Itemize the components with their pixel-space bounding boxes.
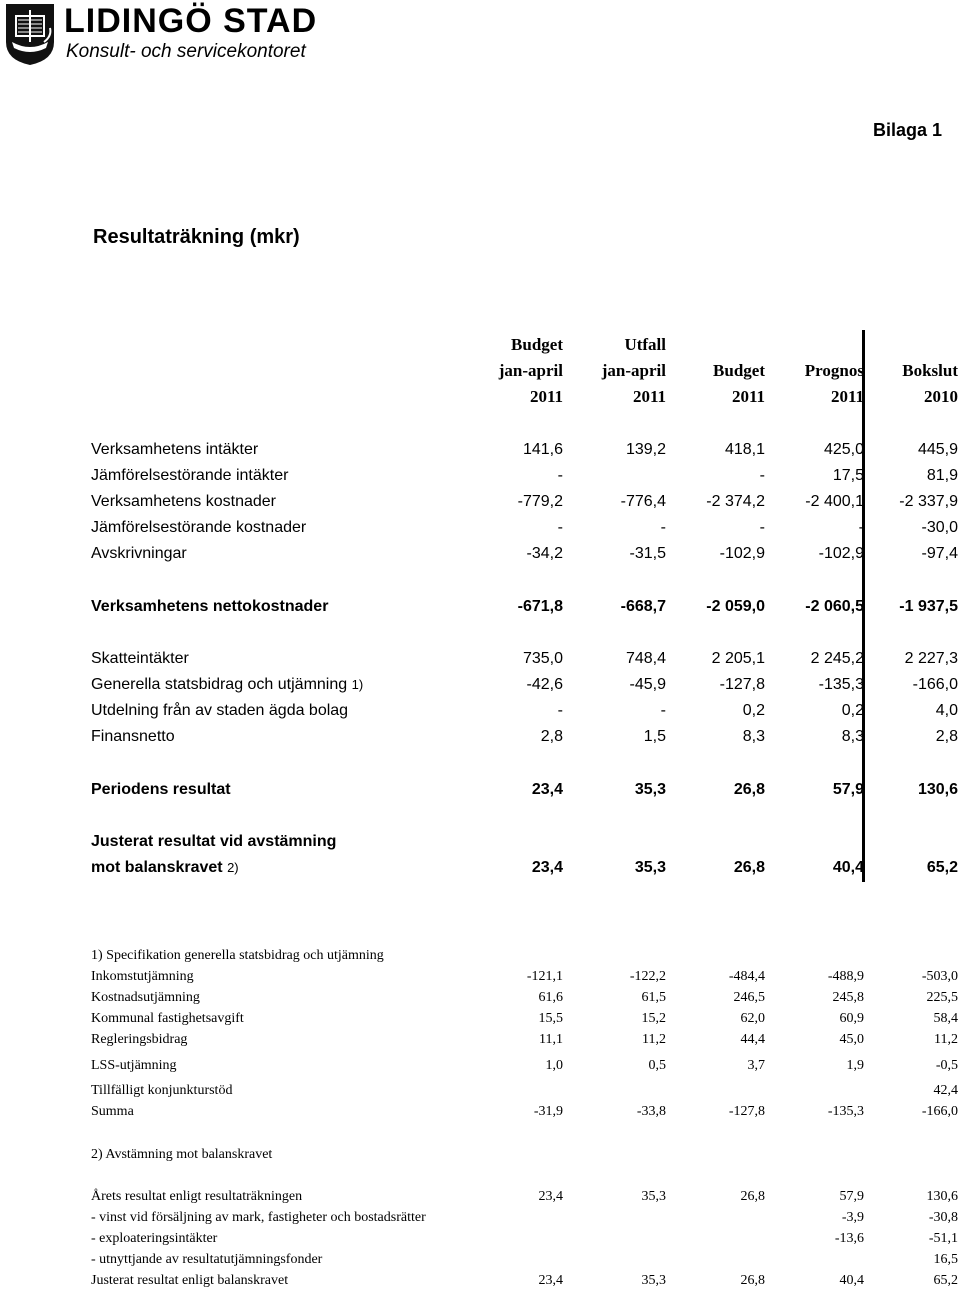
cell-value: -31,9: [533, 1104, 563, 1119]
cell-value: -102,9: [818, 545, 864, 562]
row-label: Utdelning från av staden ägda bolag: [91, 702, 349, 719]
cell-value: -13,6: [834, 1231, 864, 1246]
cell-value: 35,3: [634, 781, 666, 798]
cell-value: 26,8: [733, 859, 765, 876]
cell-value: -121,1: [526, 969, 563, 984]
note-row: [91, 1186, 960, 1207]
cell-value: 65,2: [926, 859, 958, 876]
footnote-ref: 2): [227, 860, 239, 875]
cell-value: 62,0: [740, 1011, 765, 1026]
cell-value: -671,8: [517, 598, 563, 615]
cell-value: 748,4: [625, 650, 666, 667]
cell-value: 23,4: [531, 859, 563, 876]
cell-value: 16,5: [933, 1252, 958, 1267]
row-label: Jämförelsestörande kostnader: [91, 519, 307, 536]
cell-value: -: [759, 467, 765, 484]
row-label: - utnyttjande av resultatutjämningsfonder: [91, 1252, 323, 1267]
table-row-adjusted-label: [91, 829, 960, 855]
cell-value: 11,2: [934, 1032, 958, 1047]
row-label: [91, 672, 363, 698]
cell-value: 45,0: [839, 1032, 864, 1047]
table-row: [91, 463, 960, 489]
row-label: [91, 855, 239, 881]
table-row: [91, 646, 960, 672]
table-row: [91, 541, 960, 567]
cell-value: 23,4: [531, 781, 563, 798]
row-label: Årets resultat enligt resultaträkningen: [91, 1189, 303, 1204]
cell-value: 26,8: [740, 1189, 765, 1204]
column-header: jan-april: [498, 361, 563, 380]
cell-value: 425,0: [823, 441, 864, 458]
cell-value: 8,3: [742, 728, 765, 745]
note-row: [91, 1207, 960, 1228]
cell-value: 2 245,2: [810, 650, 864, 667]
cell-value: -2 060,5: [805, 598, 864, 615]
cell-value: -127,8: [719, 676, 765, 693]
logo: [0, 0, 330, 72]
cell-value: 130,6: [917, 781, 958, 798]
cell-value: 445,9: [917, 441, 958, 458]
cell-value: 61,6: [538, 990, 563, 1005]
table-row: [91, 489, 960, 515]
row-label: Periodens resultat: [91, 781, 231, 798]
table-row: [91, 724, 960, 750]
cell-value: 1,9: [846, 1058, 864, 1073]
row-label: Finansnetto: [91, 728, 175, 745]
row-label: Jämförelsestörande intäkter: [91, 467, 289, 484]
cell-value: -: [858, 519, 864, 536]
row-label: Regleringsbidrag: [91, 1032, 188, 1047]
cell-value: -2 374,2: [706, 493, 765, 510]
cell-value: -: [759, 519, 765, 536]
cell-value: 11,1: [539, 1032, 563, 1047]
column-header: 2011: [830, 387, 864, 406]
row-label: Justerat resultat enligt balanskravet: [91, 1273, 289, 1288]
cell-value: -122,2: [629, 969, 666, 984]
cell-value: -1 937,5: [899, 598, 958, 615]
column-header: Budget: [713, 361, 765, 380]
cell-value: -102,9: [719, 545, 765, 562]
row-label-text: Generella statsbidrag och utjämning: [91, 676, 348, 693]
cell-value: 40,4: [839, 1273, 864, 1288]
cell-value: -488,9: [827, 969, 864, 984]
cell-value: -166,0: [921, 1104, 958, 1119]
cell-value: -97,4: [921, 545, 958, 562]
cell-value: 0,5: [648, 1058, 666, 1073]
note-row: [91, 1080, 960, 1101]
table-row-adjusted: [91, 855, 960, 881]
cell-value: -30,0: [921, 519, 958, 536]
cell-value: -: [557, 467, 563, 484]
cell-value: -51,1: [928, 1231, 958, 1246]
cell-value: 57,9: [839, 1189, 864, 1204]
row-label: Kommunal fastighetsavgift: [91, 1011, 244, 1026]
cell-value: 35,3: [641, 1189, 666, 1204]
cell-value: 35,3: [634, 859, 666, 876]
column-header: Bokslut: [902, 361, 958, 380]
note-row: [91, 1228, 960, 1249]
note-title: [91, 945, 960, 966]
cell-value: -779,2: [517, 493, 563, 510]
cell-value: 130,6: [926, 1189, 958, 1204]
cell-value: 26,8: [733, 781, 765, 798]
note-row: [91, 987, 960, 1008]
note-row-sum: [91, 1270, 960, 1291]
cell-value: -34,2: [526, 545, 563, 562]
cell-value: -776,4: [620, 493, 666, 510]
row-label: - exploateringsintäkter: [91, 1231, 218, 1246]
note-row: [91, 1008, 960, 1029]
table-row: [91, 437, 960, 463]
note2-title: 2) Avstämning mot balanskravet: [91, 1147, 273, 1162]
cell-value: -45,9: [629, 676, 666, 693]
table-row: [91, 515, 960, 541]
column-header: Budget: [511, 335, 563, 354]
row-label: Kostnadsutjämning: [91, 990, 200, 1005]
column-header: Utfall: [624, 335, 666, 354]
cell-value: -2 059,0: [706, 598, 765, 615]
row-label: Verksamhetens kostnader: [91, 493, 276, 510]
cell-value: -: [660, 702, 666, 719]
column-header: Prognos: [804, 361, 864, 380]
cell-value: 23,4: [538, 1189, 563, 1204]
cell-value: 1,5: [643, 728, 666, 745]
logo-subtitle: Konsult- och servicekontoret: [66, 41, 306, 62]
table-row-result: [91, 777, 960, 803]
row-label: - vinst vid försäljning av mark, fastigheter och bostadsrätter: [91, 1210, 426, 1225]
cell-value: -3,9: [841, 1210, 864, 1225]
column-header: jan-april: [601, 361, 666, 380]
cell-value: -31,5: [629, 545, 666, 562]
cell-value: 40,4: [832, 859, 864, 876]
row-label: LSS-utjämning: [91, 1058, 177, 1073]
row-label: Tillfälligt konjunkturstöd: [91, 1083, 233, 1098]
row-label-text: mot balanskravet: [91, 859, 223, 876]
note-row: [91, 1249, 960, 1270]
footnote-ref: 1): [351, 677, 364, 692]
cell-value: 35,3: [641, 1273, 666, 1288]
attachment-label: Bilaga 1: [872, 120, 942, 140]
cell-value: -166,0: [912, 676, 958, 693]
cell-value: 57,9: [832, 781, 864, 798]
cell-value: 245,8: [832, 990, 864, 1005]
cell-value: 81,9: [926, 467, 958, 484]
column-header: 2011: [731, 387, 765, 406]
column-header: 2011: [632, 387, 666, 406]
cell-value: 17,5: [832, 467, 864, 484]
cell-value: -668,7: [620, 598, 666, 615]
row-label: Skatteintäkter: [91, 650, 189, 667]
cell-value: -135,3: [818, 676, 864, 693]
cell-value: -42,6: [526, 676, 563, 693]
cell-value: 0,2: [841, 702, 864, 719]
cell-value: 1,0: [545, 1058, 563, 1073]
cell-value: 139,2: [625, 441, 666, 458]
cell-value: -0,5: [935, 1058, 958, 1073]
cell-value: -484,4: [728, 969, 765, 984]
table-row: [91, 672, 960, 698]
row-label: Avskrivningar: [91, 545, 187, 562]
cell-value: -33,8: [636, 1104, 666, 1119]
column-header: 2010: [924, 387, 958, 406]
cell-value: -127,8: [728, 1104, 765, 1119]
note-row: [91, 1029, 960, 1050]
column-header: 2011: [529, 387, 563, 406]
viking-ship-icon: [4, 2, 56, 66]
cell-value: -: [557, 702, 563, 719]
cell-value: 26,8: [740, 1273, 765, 1288]
cell-value: 8,3: [841, 728, 864, 745]
cell-value: -135,3: [827, 1104, 864, 1119]
cell-value: 418,1: [724, 441, 765, 458]
column-header-row-2: [91, 358, 960, 384]
cell-value: 4,0: [935, 702, 958, 719]
row-label: Inkomstutjämning: [91, 969, 194, 984]
cell-value: -30,8: [928, 1210, 958, 1225]
cell-value: 42,4: [933, 1083, 958, 1098]
cell-value: 2 205,1: [711, 650, 765, 667]
cell-value: 15,2: [641, 1011, 666, 1026]
cell-value: -2 400,1: [805, 493, 864, 510]
note1-title: 1) Specifikation generella statsbidrag och utjämning: [91, 948, 384, 963]
cell-value: 2,8: [935, 728, 958, 745]
cell-value: 11,2: [642, 1032, 666, 1047]
row-label: Summa: [91, 1104, 134, 1119]
cell-value: 58,4: [933, 1011, 958, 1026]
cell-value: -2 337,9: [899, 493, 958, 510]
cell-value: 60,9: [839, 1011, 864, 1026]
cell-value: 2,8: [540, 728, 563, 745]
cell-value: 44,4: [740, 1032, 765, 1047]
column-header-row-3: [91, 384, 960, 410]
cell-value: -: [557, 519, 563, 536]
cell-value: 141,6: [522, 441, 563, 458]
column-header-row-1: [91, 332, 960, 358]
row-label: Verksamhetens intäkter: [91, 441, 259, 458]
page-title: Resultaträkning (mkr): [93, 226, 300, 248]
cell-value: -: [660, 519, 666, 536]
cell-value: -503,0: [921, 969, 958, 984]
note-title: [91, 1144, 960, 1165]
note-row-sum: [91, 1101, 960, 1122]
note-row: [91, 966, 960, 987]
table-row: [91, 698, 960, 724]
cell-value: 15,5: [538, 1011, 563, 1026]
table-row-subtotal: [91, 594, 960, 620]
row-label: Justerat resultat vid avstämning: [91, 833, 337, 850]
cell-value: 246,5: [733, 990, 765, 1005]
row-label: Verksamhetens nettokostnader: [91, 598, 329, 615]
cell-value: 735,0: [522, 650, 563, 667]
cell-value: 3,7: [747, 1058, 765, 1073]
logo-name: LIDINGÖ STAD: [64, 2, 318, 40]
cell-value: 23,4: [538, 1273, 563, 1288]
note-row: [91, 1055, 960, 1076]
cell-value: 2 227,3: [904, 650, 958, 667]
cell-value: 61,5: [641, 990, 666, 1005]
cell-value: 65,2: [933, 1273, 958, 1288]
cell-value: 0,2: [742, 702, 765, 719]
cell-value: 225,5: [926, 990, 958, 1005]
